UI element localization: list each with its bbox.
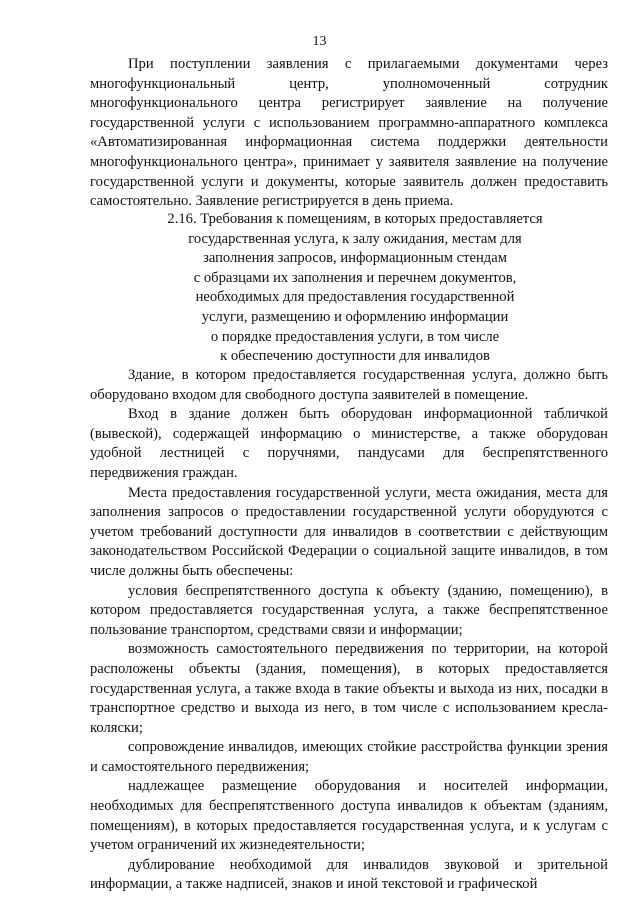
page-number: 13 <box>312 34 327 49</box>
paragraph-movement: возможность самостоятельного передвижения по территории, на которой расположены объекты (здания, помещения), в которых предоставляется государственная услуга, а также входа в такие объекты и выхода из них, посадки в транспортное средство и выхода из него, в том числе с использованием кресла-коляски; <box>90 641 608 736</box>
section-heading <box>90 210 608 367</box>
section-heading-line: государственная услуга, к залу ожидания, местам для <box>188 230 522 247</box>
intro-block <box>90 55 608 212</box>
intro-paragraph: При поступлении заявления с прилагаемыми документами через многофункциональный центр, уполномоченный сотрудник многофункционального центра регистрирует заявление на получение государственной услуги с использованием программно-аппаратного комплекса «Автоматизированная информационная система поддержки деятельности многофункционального центра», принимает у заявителя заявление на получение государственной услуги и документы, которые заявитель должен предоставить самостоятельно. Заявление регистрируется в день приема. <box>90 56 608 210</box>
section-heading-line: услуги, размещению и оформлению информации <box>201 308 509 325</box>
paragraph-accessibility: Места предоставления государственной услуги, места ожидания, места для заполнения запросов о предоставлении государственной услуги оборудуются с учетом требований доступности для инвалидов в соответствии с действующим законодательством Российской Федерации о социальной защите инвалидов, в том числе должны быть обеспечены: <box>90 484 608 579</box>
section-heading-line: необходимых для предоставления государственной <box>195 289 515 306</box>
section-heading-line: заполнения запросов, информационным стендам <box>203 250 507 267</box>
requirements-block <box>90 366 608 895</box>
section-heading-line: о порядке предоставления услуги, в том числе <box>210 328 500 345</box>
paragraph-building-entrance: Здание, в котором предоставляется государственная услуга, должно быть оборудовано входом для свободного доступа заявителей в помещение. <box>90 367 608 403</box>
paragraph-entrance-sign: Вход в здание должен быть оборудован информационной табличкой (вывеской), содержащей информацию о министерстве, а также оборудован удобной лестницей с поручнями, пандусами для беспрепятственного передвижения граждан. <box>90 406 608 481</box>
paragraph-escort: сопровождение инвалидов, имеющих стойкие расстройства функции зрения и самостоятельного передвижения; <box>90 739 608 775</box>
section-heading-line: с образцами их заполнения и перечнем документов, <box>193 269 517 286</box>
paragraph-equipment-placement: надлежащее размещение оборудования и носителей информации, необходимых для беспрепятственного доступа инвалидов к объектам (зданиям, помещениям), в которых предоставляется государственная услуга, и к услугам с учетом ограничений их жизнедеятельности; <box>90 778 608 854</box>
paragraph-access-conditions: условия беспрепятственного доступа к объекту (зданию, помещению), в котором предоставляется государственная услуга, а также беспрепятственное пользование транспортом, средствами связи и информации; <box>90 582 608 638</box>
paragraph-duplication: дублирование необходимой для инвалидов звуковой и зрительной информации, а также надписей, знаков и иной текстовой и графической <box>90 856 608 893</box>
section-heading-line: к обеспечению доступности для инвалидов <box>220 348 490 365</box>
section-heading-line: 2.16. Требования к помещениям, в которых предоставляется <box>167 211 543 227</box>
